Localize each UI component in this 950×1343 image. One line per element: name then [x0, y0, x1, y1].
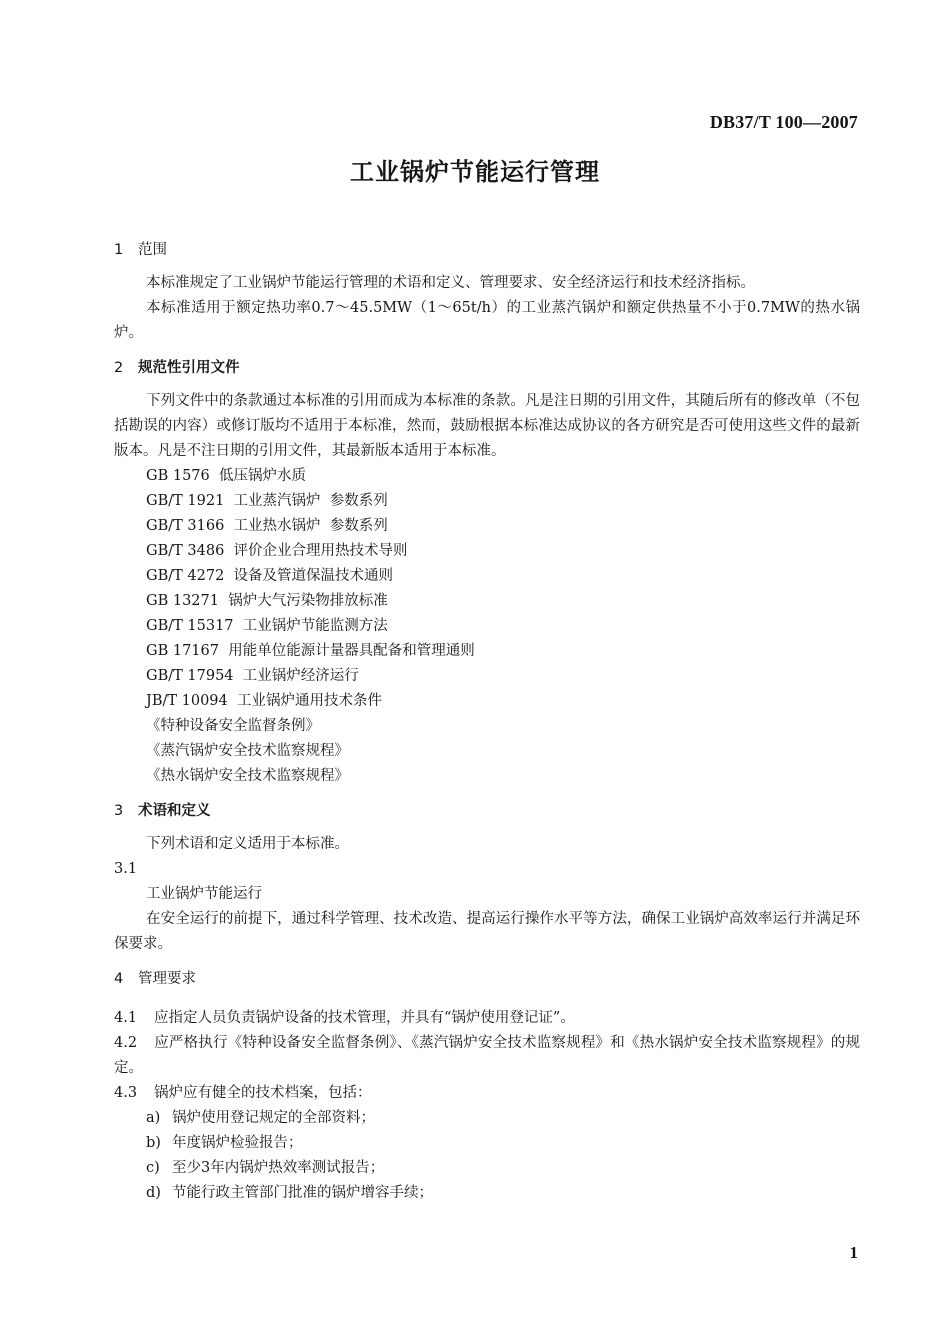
paragraph: 下列术语和定义适用于本标准。 [146, 836, 349, 852]
section-number: 4 [114, 971, 124, 987]
list-marker: c) [146, 1160, 160, 1176]
reference-item: GB/T 3486 评价企业合理用热技术导则 [146, 543, 408, 559]
section-2-heading [114, 356, 860, 381]
list-item [146, 1156, 860, 1181]
list-item [146, 1181, 860, 1206]
reference-item: 《蒸汽锅炉安全技术监察规程》 [146, 743, 349, 759]
document-body [114, 238, 860, 1206]
section-number: 1 [114, 242, 124, 258]
reference-item: 《热水锅炉安全技术监察规程》 [146, 768, 349, 784]
paragraph: 本标准规定了工业锅炉节能运行管理的术语和定义、管理要求、安全经济运行和技术经济指标。 [146, 275, 755, 291]
reference-item: GB 1576 低压锅炉水质 [146, 468, 306, 484]
reference-item: GB 17167 用能单位能源计量器具配备和管理通则 [146, 643, 475, 659]
list-marker: b) [146, 1135, 161, 1151]
section-title: 管理要求 [138, 971, 196, 987]
clause-number: 4.1 [114, 1010, 138, 1026]
page-number: 1 [849, 1243, 858, 1262]
reference-item: GB 13271 锅炉大气污染物排放标准 [146, 593, 388, 609]
list-item [146, 1131, 860, 1156]
clause-text: 应严格执行《特种设备安全监督条例》、《蒸汽锅炉安全技术监察规程》和《热水锅炉安全技术监察规程》的规定。 [114, 1035, 860, 1076]
clause-text: 锅炉应有健全的技术档案，包括： [154, 1085, 372, 1101]
section-1-heading [114, 238, 860, 263]
reference-item: GB/T 1921 工业蒸汽锅炉 参数系列 [146, 493, 388, 509]
reference-item: JB/T 10094 工业锅炉通用技术条件 [146, 693, 382, 709]
document-title: 工业锅炉节能运行管理 [350, 158, 600, 186]
list-text: 年度锅炉检验报告； [172, 1135, 303, 1151]
section-3-heading [114, 799, 860, 824]
section-title: 范围 [138, 242, 167, 258]
clause-number: 4.2 [114, 1035, 138, 1051]
clause [114, 1031, 860, 1081]
list-text: 至少3年内锅炉热效率测试报告； [172, 1160, 385, 1176]
list-text: 锅炉使用登记规定的全部资料； [172, 1110, 375, 1126]
reference-item: 《特种设备安全监督条例》 [146, 718, 320, 734]
clause-number: 4.3 [114, 1085, 138, 1101]
paragraph: 本标准适用于额定热功率0.7～45.5MW（1～65t/h）的工业蒸汽锅炉和额定供热量不小于0.7MW的热水锅炉。 [114, 300, 860, 341]
definition: 在安全运行的前提下，通过科学管理、技术改造、提高运行操作水平等方法，确保工业锅炉高效率运行并满足环保要求。 [114, 911, 860, 952]
reference-item: GB/T 3166 工业热水锅炉 参数系列 [146, 518, 388, 534]
section-title: 规范性引用文件 [138, 360, 240, 376]
clause [114, 1006, 860, 1031]
reference-item: GB/T 4272 设备及管道保温技术通则 [146, 568, 394, 584]
paragraph: 下列文件中的条款通过本标准的引用而成为本标准的条款。凡是注日期的引用文件，其随后所有的修改单（不包括勘误的内容）或修订版均不适用于本标准，然而，鼓励根据本标准达成协议的各方研究是否可使用这些文件的最新版本。凡是不注日期的引用文件，其最新版本适用于本标准。 [114, 393, 860, 459]
section-number: 3 [114, 803, 124, 819]
reference-item: GB/T 15317 工业锅炉节能监测方法 [146, 618, 388, 634]
standard-code: DB37/T 100—2007 [709, 112, 858, 132]
list-item [146, 1106, 860, 1131]
clause [114, 1081, 860, 1106]
list-text: 节能行政主管部门批准的锅炉增容手续； [172, 1185, 433, 1201]
list-marker: a) [146, 1110, 161, 1126]
list-marker: d) [146, 1185, 161, 1201]
clause-number: 3.1 [114, 861, 138, 877]
section-4-heading [114, 967, 860, 992]
section-title: 术语和定义 [138, 803, 211, 819]
reference-item: GB/T 17954 工业锅炉经济运行 [146, 668, 359, 684]
term: 工业锅炉节能运行 [146, 886, 262, 902]
section-number: 2 [114, 360, 124, 376]
clause-text: 应指定人员负责锅炉设备的技术管理，并具有“锅炉使用登记证”。 [154, 1010, 575, 1026]
